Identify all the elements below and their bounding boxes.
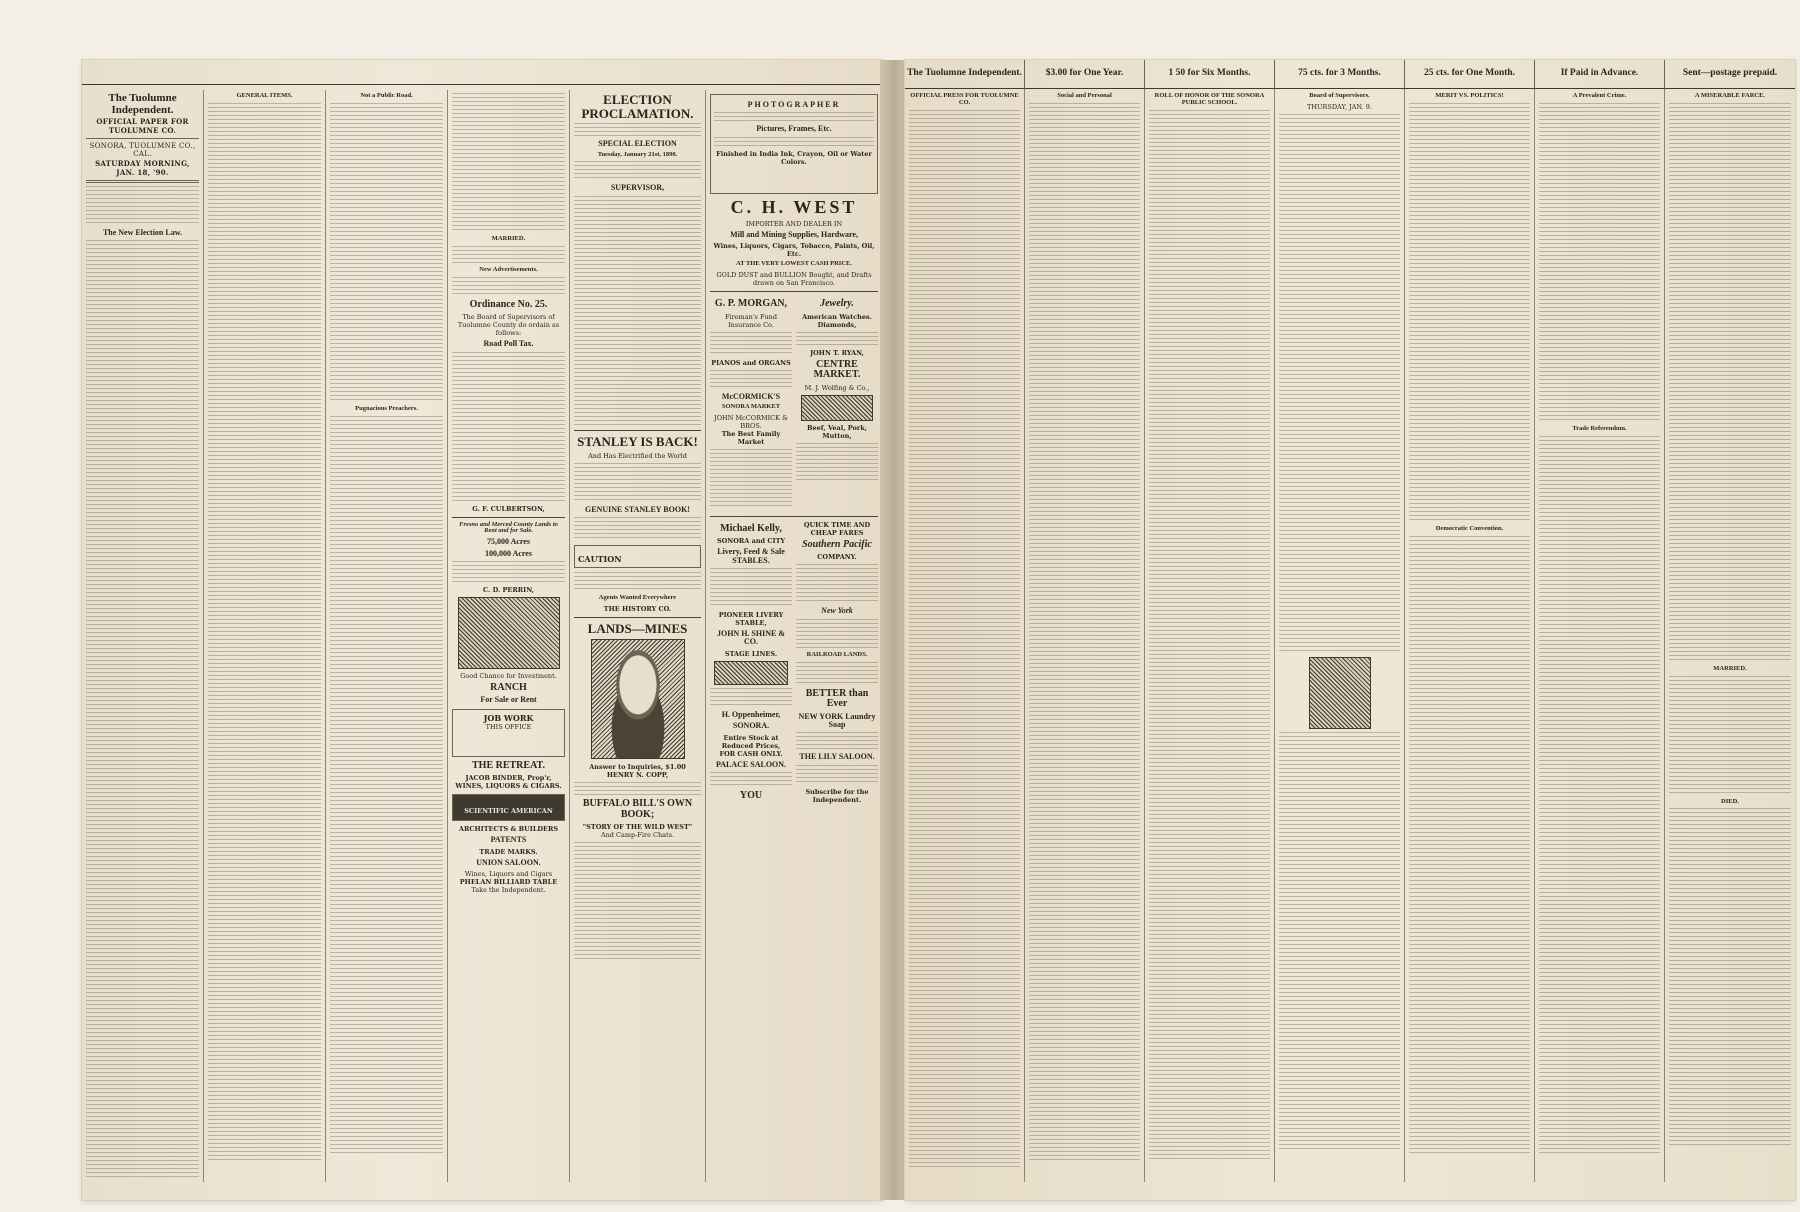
- banner-rate-year: $3.00 for One Year.: [1025, 60, 1145, 90]
- left-column-6: PHOTOGRAPHER Pictures, Frames, Etc. Finished in India Ink, Crayon, Oil or Water Colors. C. H. WEST IMPORTER AND DEALER IN Mill and Mining Supplies, Hardware, Wines, Liquors, Cigars, Tobacco, Paints, Oil, Etc. AT THE VERY LOWEST CASH PRICE. GOLD DUST and BULLION Bought, and Drafts drawn on San Francisco. G. P. MORGAN, Fireman's Fund Insurance Co. PIANOS and ORGANS McCORMICK'S SONORA MARKET JOHN McCORMICK & BROS. The Best Family Market Jewelry. American Watches. Diamonds, JOHN T. RYAN, CENTRE MARKET. M. J. Wolfing & Co., Beef, Veal, Pork, Mutton, Michael Kelly, SONORA and CITY Livery, Feed & Sale STABLES. PIONEER LIVERY STABLE, JOHN H. SHINE & CO. STAGE LINES. H. Oppenheimer, SONORA. Entire Stock at Reduced Prices, FOR CASH ONLY. PALACE SALOON. YOU QUICK TIME AND CHEAP FARES Southern Pacific COMPANY. New York RAILROAD LANDS. BETTER than Ever NEW YORK Laundry Soap THE LILY SALOON. Subscribe for the Independent.: [706, 90, 882, 1182]
- agents-wanted: Agents Wanted Everywhere: [598, 593, 677, 601]
- article-text: [452, 93, 565, 233]
- answer-line: Answer to Inquiries, $1.00: [589, 763, 686, 772]
- trade-marks: TRADE MARKS.: [479, 847, 538, 856]
- right-column-7: A MISERABLE FARCE. MARRIED. DIED.: [1665, 90, 1795, 1182]
- married-head: MARRIED.: [491, 235, 526, 242]
- photographer-ad: PHOTOGRAPHER Pictures, Frames, Etc. Finished in India Ink, Crayon, Oil or Water Colors.: [710, 94, 878, 194]
- section-head: Not a Public Road.: [360, 92, 413, 99]
- ordinance-title: Ordinance No. 25.: [469, 298, 548, 310]
- road-poll-tax: Road Poll Tax.: [483, 339, 534, 349]
- right-column-5: MERIT VS. POLITICS! Democratic Convention.: [1405, 90, 1535, 1182]
- article-text: [330, 103, 443, 403]
- left-column-1: [82, 90, 204, 1182]
- right-column-3: ROLL OF HONOR OF THE SONORA PUBLIC SCHOOL.: [1145, 90, 1275, 1182]
- left-newspaper-page: [82, 60, 882, 1200]
- cartoon-figure-illustration: [1309, 657, 1371, 729]
- election-date: Tuesday, January 21st, 1890.: [597, 150, 678, 158]
- banner-rate-three: 75 cts. for 3 Months.: [1275, 60, 1405, 90]
- phelan: PHELAN BILLIARD TABLE: [459, 878, 558, 887]
- lands-mines: LANDS—MINES: [587, 620, 688, 636]
- patents: PATENTS: [490, 835, 527, 845]
- right-column-2: Social and Personal: [1025, 90, 1145, 1182]
- union-saloon: UNION SALOON.: [476, 857, 541, 867]
- banner-masthead: The Tuolumne Independent.: [905, 60, 1025, 90]
- section-head: GENERAL ITEMS.: [236, 92, 293, 99]
- section-head: Pugnacious Preachers.: [355, 404, 418, 412]
- right-column-4: Board of Supervisors. THURSDAY, JAN. 9.: [1275, 90, 1405, 1182]
- left-column-4: [448, 90, 570, 1182]
- genuine-stanley: GENUINE STANLEY BOOK!: [585, 504, 690, 514]
- architects: ARCHITECTS & BUILDERS: [458, 825, 559, 834]
- mccormicks: McCORMICK'S: [721, 391, 781, 401]
- morgan: G. P. MORGAN,: [714, 298, 788, 310]
- union-sub: Wines, Liquors and Cigars: [464, 870, 553, 879]
- eye-illustration: [458, 597, 560, 669]
- date-line: SATURDAY MORNING, JAN. 18, '90.: [95, 159, 190, 177]
- left-column-5: [570, 90, 706, 1182]
- sci-am-ad: SCIENTIFIC AMERICAN: [452, 794, 565, 821]
- left-column-3: [326, 90, 448, 1182]
- retreat-head: THE RETREAT.: [472, 759, 545, 771]
- left-column-2: [204, 90, 326, 1182]
- fresno-head: Fresno and Merced County Lands to Rent and for Sale.: [459, 520, 558, 535]
- article-text: [86, 240, 199, 1180]
- west-name: C. H. WEST: [730, 197, 858, 217]
- right-newspaper-page: [905, 60, 1795, 1200]
- stanley-head: STANLEY IS BACK!: [577, 433, 698, 449]
- ordinance-sub: The Board of Supervisors of Tuolumne County do ordain as follows:: [457, 313, 560, 338]
- masthead: The Tuolumne Independent.: [108, 92, 177, 116]
- book-gutter: [880, 60, 908, 1200]
- stanley-sub: And Has Electrified the World: [588, 451, 687, 460]
- article-text: [330, 416, 443, 1156]
- caution-box: CAUTION: [574, 545, 701, 568]
- camp-fire: And Camp-Fire Chats.: [600, 831, 675, 840]
- take-independent: Take the Independent.: [471, 886, 546, 895]
- left-top-rule: [82, 84, 882, 85]
- cattle-illustration: [801, 395, 873, 421]
- for-sale: For Sale or Rent: [480, 695, 537, 705]
- job-work-ad: JOB WORK THIS OFFICE: [452, 709, 565, 757]
- new-ads-head: New Advertisements.: [479, 265, 538, 273]
- acres-line: 75,000 Acres: [487, 537, 530, 547]
- history-co: THE HISTORY CO.: [603, 604, 672, 613]
- section-head: The New Election Law.: [102, 228, 183, 237]
- right-column-1: OFFICIAL PRESS FOR TUOLUMNE CO.: [905, 90, 1025, 1182]
- buffalo-head: BUFFALO BILL'S OWN BOOK;: [582, 798, 693, 820]
- signature: G. F. CULBERTSON,: [472, 504, 545, 513]
- perrin: C. D. PERRIN,: [483, 585, 534, 594]
- article-text: [208, 103, 321, 1163]
- special-election: SPECIAL ELECTION: [598, 139, 677, 149]
- banner-rate-one: 25 cts. for One Month.: [1405, 60, 1535, 90]
- official-paper: OFFICIAL PAPER FOR TUOLUMNE CO.: [96, 117, 189, 135]
- article-text: [86, 186, 199, 226]
- wild-west: "STORY OF THE WILD WEST": [582, 823, 693, 832]
- binder: JACOB BINDER, Prop'r,: [465, 774, 552, 783]
- wines: WINES, LIQUORS & CIGARS.: [455, 782, 562, 791]
- election-head: ELECTION PROCLAMATION.: [581, 92, 694, 121]
- centre-market: CENTRE MARKET.: [813, 358, 861, 381]
- copp-portrait: [591, 639, 685, 759]
- banner-advance: If Paid in Advance.: [1535, 60, 1665, 90]
- michael-kelly: Michael Kelly,: [720, 522, 782, 534]
- ranch-head: RANCH: [490, 681, 527, 693]
- good-chance: Good Chance for Investment.: [460, 671, 557, 680]
- banner-postage: Sent—postage prepaid.: [1682, 68, 1778, 78]
- copp-name: HENRY N. COPP,: [606, 771, 669, 780]
- banner-rate-six: 1 50 for Six Months.: [1145, 60, 1275, 90]
- supervisor: SUPERVISOR,: [610, 183, 665, 193]
- jewelry: Jewelry.: [820, 298, 854, 310]
- acres-line-2: 100,000 Acres: [485, 548, 532, 558]
- location-line: SONORA, TUOLUMNE CO., CAL.: [89, 142, 196, 158]
- stagecoach-illustration: [714, 661, 788, 685]
- right-column-6: A Prevalent Crime. Trade Referendum.: [1535, 90, 1665, 1182]
